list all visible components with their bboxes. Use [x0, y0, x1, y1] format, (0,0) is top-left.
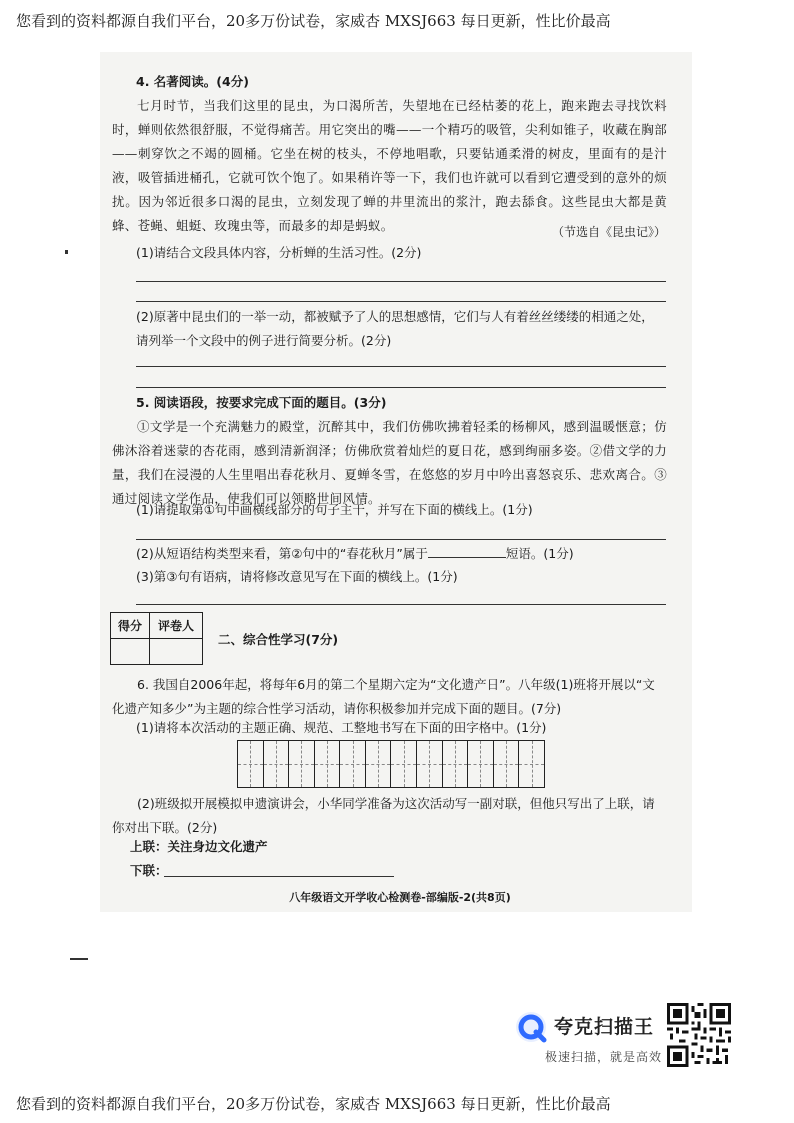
- grid-cell[interactable]: [443, 741, 469, 787]
- grid-cell[interactable]: [468, 741, 494, 787]
- answer-line: [136, 281, 666, 282]
- grid-cell[interactable]: [289, 741, 315, 787]
- scan-mark: [70, 958, 88, 960]
- answer-line: [136, 366, 666, 367]
- q6-sub1: (1)请将本次活动的主题正确、规范、工整地书写在下面的田字格中。(1分): [136, 720, 547, 735]
- q5-sub1: (1)请提取第①句中画横线部分的句子主干，并写在下面的横线上。(1分): [136, 502, 533, 517]
- top-banner: 您看到的资料都源自我们平台，20多万份试卷，家威杏 MXSJ663 每日更新，性比价最高: [16, 12, 611, 30]
- brand-name: 夸克扫描王: [554, 1016, 655, 1038]
- grid-cell[interactable]: [340, 741, 366, 787]
- q4-sub2: (2)原著中昆虫们的一举一动，都被赋予了人的思想感情，它们与人有着丝丝缕缕的相通之处，请列举一个文段中的例子进行简要分析。(2分): [136, 309, 654, 348]
- q5-sub2-prefix: (2)从短语结构类型来看，第②句中的“春花秋月”属于: [136, 546, 428, 561]
- grid-cell[interactable]: [366, 741, 392, 787]
- q5-sub2-blank[interactable]: [428, 543, 506, 558]
- q5-sub2-suffix: 短语。(1分): [505, 546, 574, 561]
- section-2-title: 二、综合性学习(7分): [218, 632, 339, 647]
- grid-cell[interactable]: [494, 741, 520, 787]
- brand-watermark: [514, 1010, 664, 1070]
- score-label: 得分: [111, 613, 150, 639]
- score-cell: [111, 639, 150, 665]
- q6-intro: 6. 我国自2006年起，将每年6月的第二个星期六定为“文化遗产日”。八年级(1)班将开展以“文化遗产知多少”为主题的综合性学习活动，请你积极参加并完成下面的题目。(7分): [112, 677, 655, 716]
- q6-sub2: (2)班级拟开展模拟申遗演讲会，小华同学准备为这次活动写一副对联，但他只写出了上联，请你对出下联。(2分): [112, 796, 655, 835]
- q4-source: （节选自《昆虫记》）: [551, 225, 666, 239]
- q5-title: 5. 阅读语段，按要求完成下面的题目。(3分): [136, 395, 387, 410]
- lower-couplet-label: 下联：: [130, 863, 168, 878]
- brand-slogan: 极速扫描，就是高效: [544, 1050, 662, 1064]
- grid-cell[interactable]: [315, 741, 341, 787]
- page-footer: 八年级语文开学收心检测卷-部编版-2(共8页): [289, 891, 511, 904]
- upper-couplet: 上联：关注身边文化遗产: [130, 839, 268, 854]
- bottom-banner: 您看到的资料都源自我们平台，20多万份试卷，家威杏 MXSJ663 每日更新，性比价最高: [16, 1095, 611, 1113]
- qr-code-icon: [667, 1003, 731, 1067]
- q5-sub2: [136, 542, 666, 566]
- tianzige-grid[interactable]: [237, 740, 545, 788]
- grid-cell[interactable]: [391, 741, 417, 787]
- answer-line: [136, 387, 666, 388]
- answer-line: [136, 604, 666, 605]
- q4-passage: 七月时节，当我们这里的昆虫，为口渴所苦，失望地在已经枯萎的花上，跑来跑去寻找饮料时，蝉则依然很舒服，不觉得痛苦。用它突出的嘴——一个精巧的吸管，尖利如锥子，收藏在胸部——刺穿饮之不竭的圆桶。它坐在树的枝头，不停地唱歌，只要钻通柔滑的树皮，里面有的是汁液，吸管插进桶孔，它就可饮个饱了。如果稍许等一下，我们也许就可以看到它遭受到的意外的烦扰。因为邻近很多口渴的昆虫，立刻发现了蝉的井里流出的浆汁，跑去舔食。这些昆虫大都是黄蜂、苍蝇、蛆蜓、玫瑰虫等，而最多的却是蚂蚁。: [112, 98, 667, 233]
- grader-label: 评卷人: [150, 613, 203, 639]
- lower-couplet-line[interactable]: [164, 876, 394, 877]
- scanner-logo-icon: [514, 1010, 548, 1044]
- grid-cell[interactable]: [264, 741, 290, 787]
- grid-cell[interactable]: [238, 741, 264, 787]
- scan-mark: [65, 250, 68, 254]
- q4-title: 4. 名著阅读。(4分): [136, 74, 249, 89]
- q5-passage: ①文学是一个充满魅力的殿堂，沉醉其中，我们仿佛吹拂着轻柔的杨柳风，感到温暖惬意；仿佛沐浴着迷蒙的杏花雨，感到清新润泽；仿佛欣赏着灿烂的夏日花，感到绚丽多姿。②借文学的力量，我们在浸漫的人生里唱出春花秋月、夏蝉冬雪，在悠悠的岁月中吟出喜怒哀乐、悲欢离合。③通过阅读文学作品，使我们可以领略世间风情。: [112, 419, 667, 506]
- score-box: [110, 612, 203, 665]
- q4-sub1: (1)请结合文段具体内容，分析蝉的生活习性。(2分): [136, 245, 422, 260]
- grid-cell[interactable]: [417, 741, 443, 787]
- answer-line: [136, 301, 666, 302]
- grader-cell: [150, 639, 203, 665]
- grid-cell[interactable]: [519, 741, 544, 787]
- q5-sub3: (3)第③句有语病，请将修改意见写在下面的横线上。(1分): [136, 569, 458, 584]
- answer-line: [136, 539, 666, 540]
